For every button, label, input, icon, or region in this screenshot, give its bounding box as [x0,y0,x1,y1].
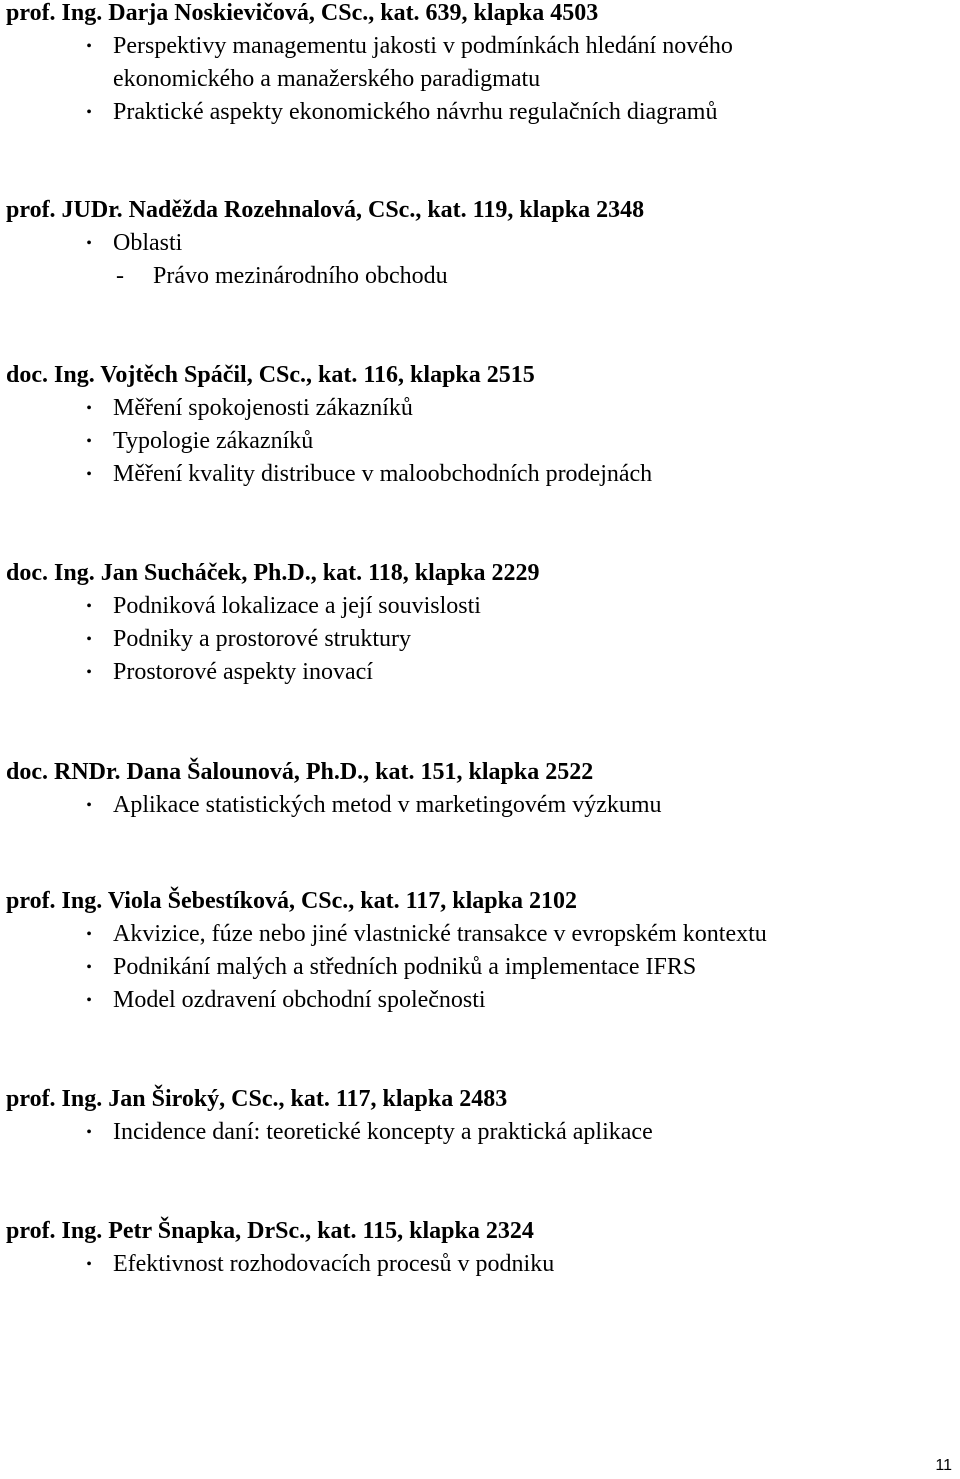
topic-text: Incidence daní: teoretické koncepty a praktická aplikace [113,1119,653,1145]
bullet-icon: • [86,433,92,450]
topic-text: Aplikace statistických metod v marketingovém výzkumu [113,792,662,818]
topic-item [6,458,960,491]
topic-item [6,96,960,129]
bullet-icon: • [86,466,92,483]
supervisor-heading: doc. RNDr. Dana Šalounová, Ph.D., kat. 151, klapka 2522 [6,759,594,785]
bullet-icon: • [86,631,92,648]
topic-text: Podnikání malých a středních podniků a implementace IFRS [113,954,697,980]
supervisor-heading: prof. Ing. Darja Noskievičová, CSc., kat. 639, klapka 4503 [6,0,599,26]
bullet-icon: • [86,104,92,121]
topic-item [6,425,960,458]
supervisor-section [6,557,960,689]
topic-subitem [6,260,960,293]
dash-icon: - [116,263,124,289]
topic-item [6,30,960,63]
topic-item [6,623,960,656]
bullet-icon: • [86,235,92,252]
topic-item [6,984,960,1017]
bullet-icon: • [86,926,92,943]
topic-list [6,1248,960,1281]
bullet-icon: • [86,1256,92,1273]
topic-text: Měření spokojenosti zákazníků [113,395,413,421]
topic-item [6,1116,960,1149]
bullet-icon: • [86,38,92,55]
supervisor-section [6,194,960,293]
bullet-icon: • [86,797,92,814]
topic-text: Typologie zákazníků [113,428,314,454]
topic-item [6,789,960,822]
topic-item [6,227,960,260]
supervisor-section [6,756,960,822]
topic-item [6,918,960,951]
topic-text: ekonomického a manažerského paradigmatu [113,66,541,92]
bullet-icon: • [86,598,92,615]
topic-item [6,1248,960,1281]
topic-text: Podniky a prostorové struktury [113,626,411,652]
topic-item-continuation [6,63,960,96]
supervisor-heading: prof. Ing. Petr Šnapka, DrSc., kat. 115, klapka 2324 [6,1218,534,1244]
topic-item [6,392,960,425]
supervisor-section [6,1083,960,1149]
bullet-icon: • [86,1124,92,1141]
topic-item [6,656,960,689]
supervisor-section [6,0,960,129]
topic-text: Prostorové aspekty inovací [113,659,373,685]
bullet-icon: • [86,400,92,417]
topic-list [6,392,960,491]
supervisor-heading: prof. JUDr. Naděžda Rozehnalová, CSc., kat. 119, klapka 2348 [6,197,645,223]
topic-text: Akvizice, fúze nebo jiné vlastnické transakce v evropském kontextu [113,921,767,947]
topic-list [6,30,960,129]
bullet-icon: • [86,664,92,681]
topic-text: Podniková lokalizace a její souvislosti [113,593,481,619]
bullet-icon: • [86,959,92,976]
bullet-icon: • [86,992,92,1009]
topic-text: Perspektivy managementu jakosti v podmínkách hledání nového [113,33,733,59]
supervisor-section [6,885,960,1017]
supervisor-heading: prof. Ing. Jan Široký, CSc., kat. 117, klapka 2483 [6,1086,508,1112]
topic-text: Praktické aspekty ekonomického návrhu regulačních diagramů [113,99,718,125]
topic-item [6,590,960,623]
topic-text: Měření kvality distribuce v maloobchodních prodejnách [113,461,653,487]
topic-item [6,951,960,984]
topic-text: Efektivnost rozhodovacích procesů v podniku [113,1251,555,1277]
supervisor-section [6,1215,960,1281]
topic-list [6,789,960,822]
topic-text: Model ozdravení obchodní společnosti [113,987,486,1013]
topic-list [6,227,960,293]
topic-list [6,1116,960,1149]
supervisor-heading: doc. Ing. Vojtěch Spáčil, CSc., kat. 116, klapka 2515 [6,362,535,388]
supervisor-heading: prof. Ing. Viola Šebestíková, CSc., kat. 117, klapka 2102 [6,888,577,914]
topic-text: Právo mezinárodního obchodu [153,263,448,289]
topic-list [6,590,960,689]
supervisor-section [6,359,960,491]
topic-text: Oblasti [113,230,183,256]
page-number: 11 [935,1457,952,1474]
topic-list [6,918,960,1017]
supervisor-heading: doc. Ing. Jan Sucháček, Ph.D., kat. 118, klapka 2229 [6,560,540,586]
